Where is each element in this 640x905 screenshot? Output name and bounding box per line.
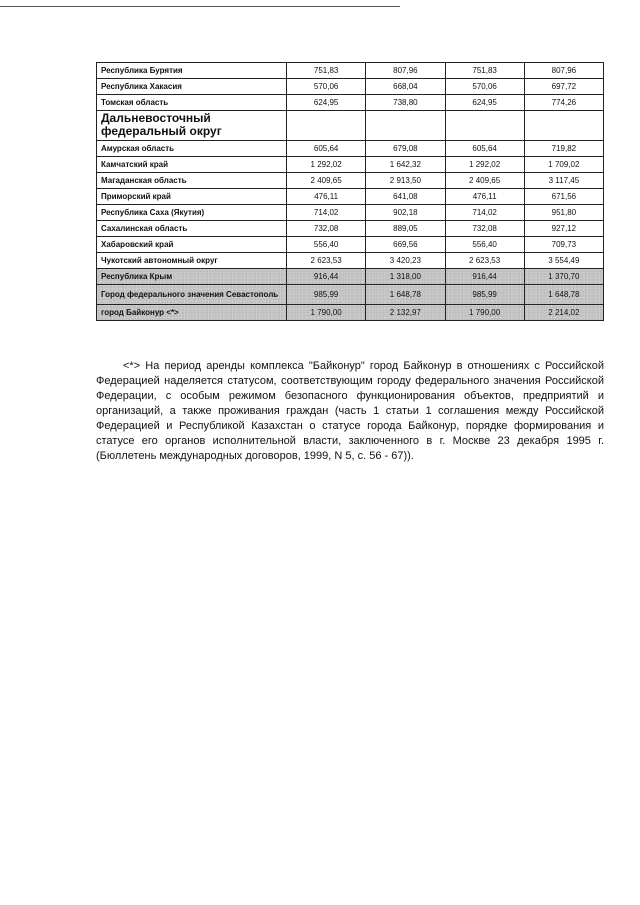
value-cell: 807,96 [366,63,445,79]
value-cell: 732,08 [287,221,366,237]
table-row [97,253,604,269]
value-cell: 605,64 [287,141,366,157]
value-cell: 719,82 [524,141,603,157]
value-cell: 714,02 [445,205,524,221]
value-cell: 902,18 [366,205,445,221]
region-name: Хабаровский край [97,237,287,253]
value-cell: 624,95 [445,95,524,111]
region-name: Республика Бурятия [97,63,287,79]
value-cell: 807,96 [524,63,603,79]
table-row [97,79,604,95]
value-cell: 1 318,00 [366,269,445,285]
region-name: Сахалинская область [97,221,287,237]
value-cell: 1 642,32 [366,157,445,173]
district-name: Дальневосточный федеральный округ [97,111,287,141]
value-cell: 1 790,00 [287,305,366,321]
value-cell [287,111,366,141]
value-cell: 2 623,53 [287,253,366,269]
region-name: Камчатский край [97,157,287,173]
region-name: Приморский край [97,189,287,205]
value-cell: 2 132,97 [366,305,445,321]
value-cell: 2 409,65 [287,173,366,189]
value-cell: 889,05 [366,221,445,237]
table-row [97,237,604,253]
table-row [97,157,604,173]
value-cell: 605,64 [445,141,524,157]
value-cell: 738,80 [366,95,445,111]
value-cell: 774,26 [524,95,603,111]
top-rule [0,6,400,7]
region-name: Город федерального значения Севастополь [97,285,287,305]
region-name: Республика Крым [97,269,287,285]
value-cell: 1 292,02 [445,157,524,173]
table-row [97,141,604,157]
value-cell [524,111,603,141]
value-cell: 570,06 [287,79,366,95]
region-name: Магаданская область [97,173,287,189]
value-cell: 2 409,65 [445,173,524,189]
region-name: Амурская область [97,141,287,157]
value-cell: 2 214,02 [524,305,603,321]
district-header-row [97,111,604,141]
value-cell: 1 648,78 [366,285,445,305]
value-cell: 669,56 [366,237,445,253]
value-cell: 2 913,50 [366,173,445,189]
value-cell: 3 117,45 [524,173,603,189]
value-cell: 1 370,70 [524,269,603,285]
table-row [97,189,604,205]
table-row [97,173,604,189]
value-cell: 985,99 [287,285,366,305]
region-name: Республика Хакасия [97,79,287,95]
value-cell: 476,11 [445,189,524,205]
table-row-shaded [97,269,604,285]
value-cell: 668,04 [366,79,445,95]
value-cell: 927,12 [524,221,603,237]
value-cell: 679,08 [366,141,445,157]
table-row [97,221,604,237]
table-row [97,63,604,79]
footnote-baikonur: <*> На период аренды комплекса "Байконур" город Байконур в отношениях с Российской Федерацией наделяется статусом, соответствующим городу федерального значения Российской Федерации, с особым режимом безопасного функционирования объектов, предприятий и организаций, а также проживания граждан (часть 1 статьи 1 соглашения между Российской Федерацией и Республикой Казахстан о статусе города Байконур, порядке формирования и статусе его органов исполнительной власти, заключенного в г. Москве 23 декабря 1995 г. (Бюллетень международных договоров, 1999, N 5, с. 56 - 67)). [96,360,604,462]
value-cell: 751,83 [287,63,366,79]
region-name: Республика Саха (Якутия) [97,205,287,221]
value-cell: 1 709,02 [524,157,603,173]
value-cell [445,111,524,141]
value-cell: 732,08 [445,221,524,237]
value-cell: 556,40 [445,237,524,253]
value-cell: 985,99 [445,285,524,305]
region-name: Томская область [97,95,287,111]
value-cell: 476,11 [287,189,366,205]
value-cell: 1 790,00 [445,305,524,321]
value-cell: 714,02 [287,205,366,221]
value-cell: 2 623,53 [445,253,524,269]
value-cell: 697,72 [524,79,603,95]
value-cell [366,111,445,141]
tariff-table [96,62,604,321]
table-row [97,95,604,111]
value-cell: 951,80 [524,205,603,221]
table-row-shaded [97,285,604,305]
value-cell: 624,95 [287,95,366,111]
value-cell: 570,06 [445,79,524,95]
value-cell: 916,44 [287,269,366,285]
value-cell: 671,56 [524,189,603,205]
value-cell: 1 648,78 [524,285,603,305]
region-name: Чукотский автономный округ [97,253,287,269]
value-cell: 3 420,23 [366,253,445,269]
value-cell: 709,73 [524,237,603,253]
value-cell: 641,08 [366,189,445,205]
value-cell: 3 554,49 [524,253,603,269]
value-cell: 1 292,02 [287,157,366,173]
region-name: город Байконур <*> [97,305,287,321]
table-row [97,205,604,221]
value-cell: 916,44 [445,269,524,285]
value-cell: 556,40 [287,237,366,253]
table-row-shaded [97,305,604,321]
value-cell: 751,83 [445,63,524,79]
